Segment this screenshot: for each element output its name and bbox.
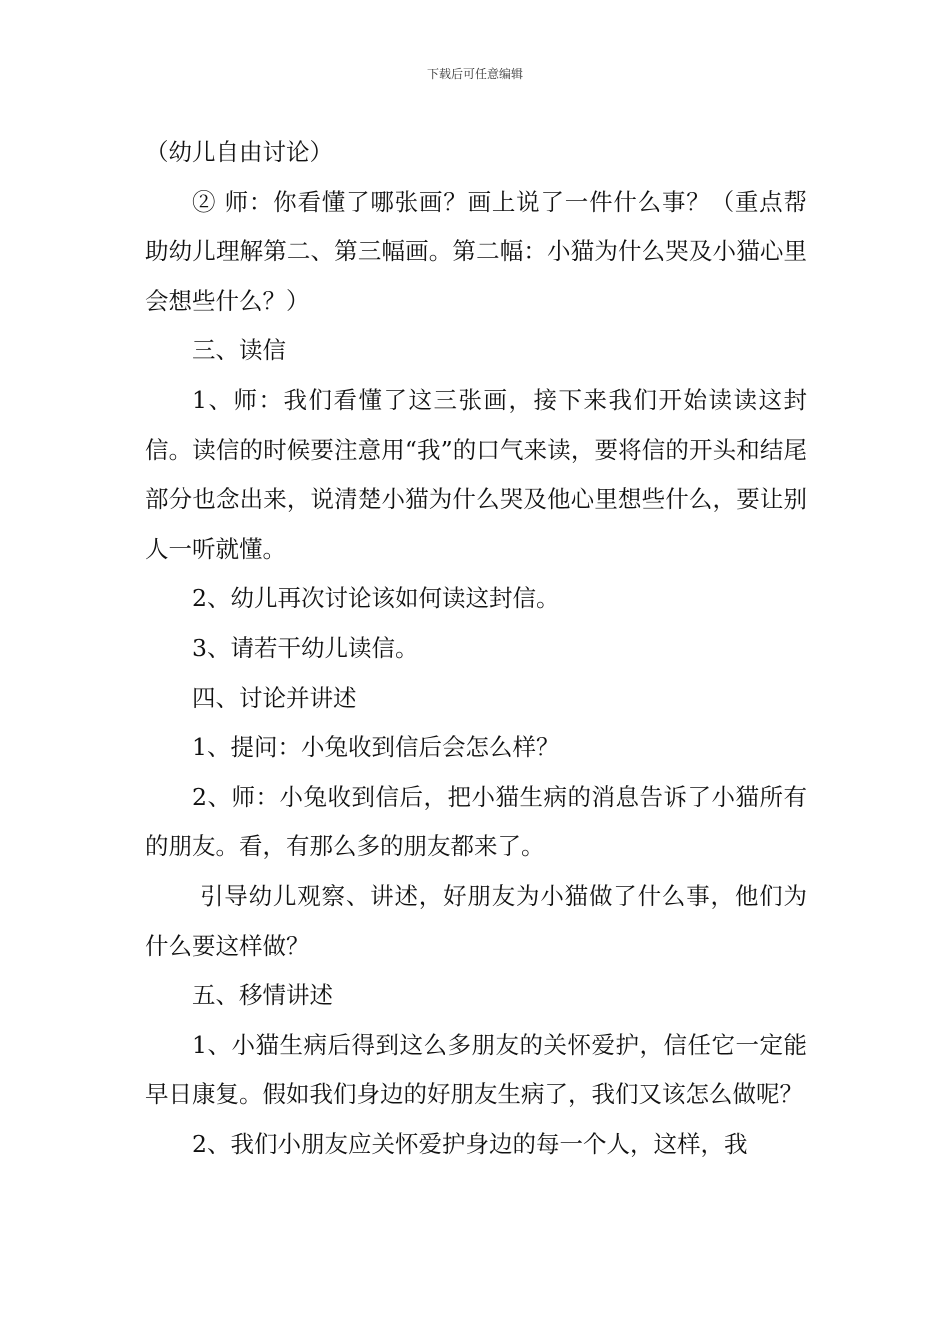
- section-heading-discuss: 四、讨论并讲述: [192, 683, 357, 712]
- paragraph-read-letter-step-2: 2、幼儿再次讨论该如何读这封信。: [192, 584, 560, 613]
- paragraph-discuss-step-1: 1、提问：小兔收到信后会怎么样？: [192, 733, 560, 762]
- paragraph-discussion-note: （幼儿自由讨论）: [145, 138, 333, 166]
- paragraph-guide-observe: 引导幼儿观察、讲述，好朋友为小猫做了什么事，他们为什么要这样做？: [145, 881, 807, 960]
- section-heading-read-letter: 三、读信: [192, 336, 286, 365]
- section-heading-empathy: 五、移情讲述: [192, 981, 333, 1010]
- paragraph-read-letter-step-3: 3、请若干幼儿读信。: [192, 633, 419, 662]
- page-header: 下载后可任意编辑: [426, 67, 523, 81]
- paragraph-read-letter-step-1: 1、师：我们看懂了这三张画，接下来我们开始读读这封信。读信的时候要注意用“我”的口气来读，要将信的开头和结尾部分也念出来，说清楚小猫为什么哭及他心里想些什么，要让别人一听就懂。: [145, 385, 807, 563]
- paragraph-teacher-question: ② 师：你看懂了哪张画？画上说了一件什么事？（重点帮助幼儿理解第二、第三幅画。第二幅：小猫为什么哭及小猫心里会想些什么？）: [145, 187, 807, 315]
- paragraph-empathy-step-1: 1、小猫生病后得到这么多朋友的关怀爱护，信任它一定能早日康复。假如我们身边的好朋友生病了，我们又该怎么做呢？: [145, 1030, 807, 1109]
- paragraph-empathy-step-2: 2、我们小朋友应关怀爱护身边的每一个人，这样，我: [192, 1129, 748, 1158]
- document-body: [145, 128, 807, 1169]
- paragraph-discuss-step-2: 2、师：小兔收到信后，把小猫生病的消息告诉了小猫所有的朋友。看，有那么多的朋友都来了。: [145, 782, 807, 861]
